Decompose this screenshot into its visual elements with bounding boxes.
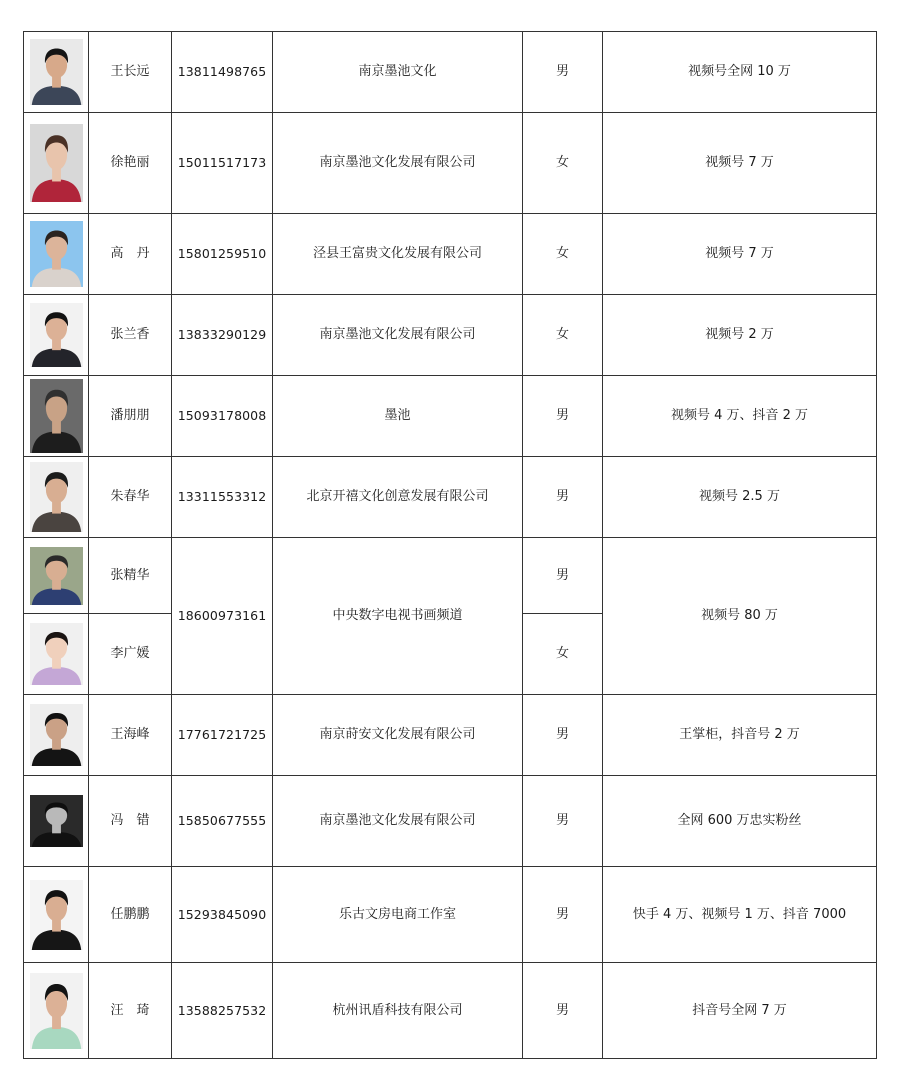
photo-cell <box>24 32 89 113</box>
avatar <box>30 462 83 532</box>
phone-cell: 13833290129 <box>172 295 273 376</box>
followers-cell: 视频号 80 万 <box>603 538 877 695</box>
avatar <box>30 39 83 105</box>
name-cell: 任鹏鹏 <box>89 867 172 963</box>
photo-cell <box>24 214 89 295</box>
phone-cell: 15850677555 <box>172 776 273 867</box>
table-row <box>24 867 877 963</box>
phone-cell: 18600973161 <box>172 538 273 695</box>
avatar <box>30 973 83 1049</box>
table-row <box>24 776 877 867</box>
photo-cell <box>24 776 89 867</box>
name-cell: 朱春华 <box>89 457 172 538</box>
photo-cell <box>24 695 89 776</box>
company-cell: 乐古文房电商工作室 <box>273 867 523 963</box>
table-row <box>24 32 877 113</box>
avatar <box>30 221 83 287</box>
followers-cell: 快手 4 万、视频号 1 万、抖音 7000 <box>603 867 877 963</box>
company-cell: 杭州讯盾科技有限公司 <box>273 963 523 1059</box>
company-cell: 南京墨池文化发展有限公司 <box>273 113 523 214</box>
gender-cell: 女 <box>523 295 603 376</box>
avatar <box>30 547 83 605</box>
phone-cell: 15293845090 <box>172 867 273 963</box>
photo-cell <box>24 376 89 457</box>
followers-cell: 视频号 7 万 <box>603 113 877 214</box>
name-cell: 潘朋朋 <box>89 376 172 457</box>
gender-cell: 男 <box>523 776 603 867</box>
phone-cell: 15801259510 <box>172 214 273 295</box>
company-cell: 墨池 <box>273 376 523 457</box>
avatar <box>30 795 83 847</box>
gender-cell: 男 <box>523 963 603 1059</box>
avatar <box>30 880 83 950</box>
name-cell: 冯 错 <box>89 776 172 867</box>
gender-cell: 男 <box>523 376 603 457</box>
table-row <box>24 214 877 295</box>
table-row <box>24 457 877 538</box>
table-row <box>24 295 877 376</box>
table-row <box>24 695 877 776</box>
name-cell: 张精华 <box>89 538 172 614</box>
name-cell: 汪 琦 <box>89 963 172 1059</box>
name-cell: 高 丹 <box>89 214 172 295</box>
photo-cell <box>24 295 89 376</box>
photo-cell <box>24 867 89 963</box>
phone-cell: 13811498765 <box>172 32 273 113</box>
name-cell: 王长远 <box>89 32 172 113</box>
phone-cell: 15093178008 <box>172 376 273 457</box>
company-cell: 南京莳安文化发展有限公司 <box>273 695 523 776</box>
name-cell: 徐艳丽 <box>89 113 172 214</box>
followers-cell: 视频号 4 万、抖音 2 万 <box>603 376 877 457</box>
table-row <box>24 538 877 614</box>
phone-cell: 17761721725 <box>172 695 273 776</box>
gender-cell: 男 <box>523 457 603 538</box>
company-cell: 南京墨池文化 <box>273 32 523 113</box>
gender-cell: 女 <box>523 214 603 295</box>
phone-cell: 13588257532 <box>172 963 273 1059</box>
avatar <box>30 623 83 685</box>
photo-cell <box>24 614 89 695</box>
photo-cell <box>24 963 89 1059</box>
name-cell: 张兰香 <box>89 295 172 376</box>
avatar <box>30 124 83 202</box>
gender-cell: 女 <box>523 614 603 695</box>
avatar <box>30 303 83 367</box>
avatar <box>30 379 83 453</box>
photo-cell <box>24 457 89 538</box>
table-row <box>24 376 877 457</box>
name-cell: 王海峰 <box>89 695 172 776</box>
company-cell: 中央数字电视书画频道 <box>273 538 523 695</box>
table-row <box>24 113 877 214</box>
followers-cell: 抖音号全网 7 万 <box>603 963 877 1059</box>
company-cell: 南京墨池文化发展有限公司 <box>273 776 523 867</box>
name-cell: 李广媛 <box>89 614 172 695</box>
gender-cell: 男 <box>523 867 603 963</box>
photo-cell <box>24 113 89 214</box>
gender-cell: 女 <box>523 113 603 214</box>
followers-cell: 视频号全网 10 万 <box>603 32 877 113</box>
gender-cell: 男 <box>523 32 603 113</box>
avatar <box>30 704 83 766</box>
gender-cell: 男 <box>523 538 603 614</box>
followers-cell: 视频号 7 万 <box>603 214 877 295</box>
followers-cell: 王掌柜，抖音号 2 万 <box>603 695 877 776</box>
contact-table <box>23 31 877 1059</box>
table-row <box>24 963 877 1059</box>
followers-cell: 视频号 2 万 <box>603 295 877 376</box>
company-cell: 泾县王富贵文化发展有限公司 <box>273 214 523 295</box>
photo-cell <box>24 538 89 614</box>
company-cell: 南京墨池文化发展有限公司 <box>273 295 523 376</box>
phone-cell: 13311553312 <box>172 457 273 538</box>
followers-cell: 视频号 2.5 万 <box>603 457 877 538</box>
followers-cell: 全网 600 万忠实粉丝 <box>603 776 877 867</box>
company-cell: 北京开禧文化创意发展有限公司 <box>273 457 523 538</box>
phone-cell: 15011517173 <box>172 113 273 214</box>
gender-cell: 男 <box>523 695 603 776</box>
